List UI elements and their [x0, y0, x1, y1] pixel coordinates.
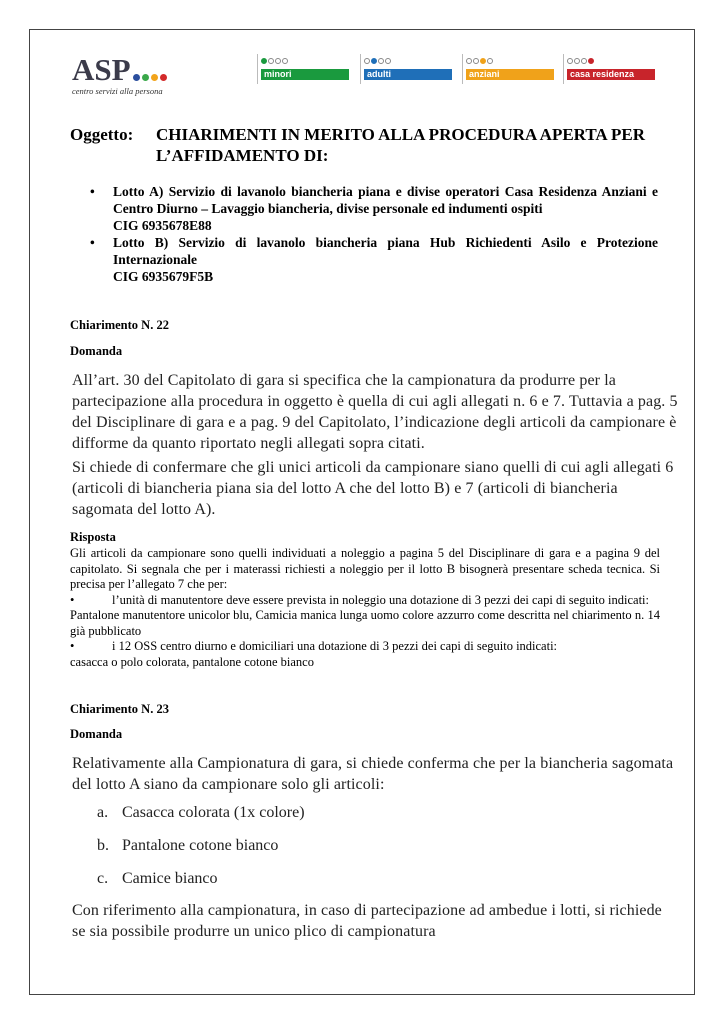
logo-dots: [133, 74, 167, 81]
question-line: Si chiede di confermare che gli unici articoli da campionare siano quelli di cui agli allegati 6: [72, 459, 674, 476]
question-line: Con riferimento alla campionatura, in caso di partecipazione ad ambedue i lotti, si richiede: [72, 902, 662, 919]
question-line: (articoli di biancheria piana sia del lotto A che del lotto B) e 7 (articoli di biancheria: [72, 480, 618, 497]
answer-items: casacca o polo colorata, pantalone cotone bianco: [70, 654, 314, 669]
list-item: Casacca colorata (1x colore): [122, 804, 305, 821]
clarification-22-title: Chiarimento N. 22: [70, 318, 169, 332]
list-item: Pantalone cotone bianco: [122, 837, 279, 854]
asp-logo: [72, 52, 167, 96]
badge-minori: [257, 54, 349, 84]
badge-casa-residenza: [563, 54, 655, 84]
badge-label: casa residenza: [567, 69, 655, 80]
badge-label: anziani: [466, 69, 554, 80]
logo-text: ASP: [72, 52, 131, 87]
logo-dot-blue: [133, 74, 140, 81]
clarification-23-title: Chiarimento N. 23: [70, 702, 169, 716]
item-marker: b.: [97, 837, 109, 854]
list-item: • Lotto B) Servizio di lavanolo biancheria piana Hub Richiedenti Asilo e Protezione Internazionale CIG 6935679F5B: [90, 235, 658, 284]
lot-a-text: Lotto A) Servizio di lavanolo biancheria piana e divise operatori Casa Residenza Anziani e Centro Diurno – Lavaggio biancheria, divise personale ed indumenti ospiti: [113, 184, 658, 216]
answer-paragraph: Gli articoli da campionare sono quelli individuati a noleggio a pagina 5 del Disciplinare di gara e a pagina 9 del capitolato. Si segnala che per i materassi richiesti a noleggio per il lotto B bisognerà presentare scheda tecnica. Si precisa per l’allegato 7 che per:: [70, 546, 660, 591]
badge-circles: [261, 58, 349, 67]
item-marker: c.: [97, 870, 109, 887]
logo-dot-green: [142, 74, 149, 81]
badge-circles: [466, 58, 554, 67]
subject-text: CHIARIMENTI IN MERITO ALLA PROCEDURA APERTA PER L’AFFIDAMENTO DI:: [156, 125, 646, 165]
badge-anziani: [462, 54, 554, 84]
question-line: sagomata del lotto A).: [72, 501, 216, 518]
logo-subtitle: centro servizi alla persona: [72, 86, 163, 96]
logo-dot-orange: [151, 74, 158, 81]
badge-circles: [567, 58, 655, 67]
badge-label: adulti: [364, 69, 452, 80]
clarification-23-outro: [72, 900, 662, 942]
clarification-23-question-label: Domanda: [70, 727, 123, 741]
lots-list: [88, 183, 658, 285]
list-item: Camice bianco: [122, 870, 218, 887]
lot-b-text: Lotto B) Servizio di lavanolo biancheria piana Hub Richiedenti Asilo e Protezione Internazionale: [113, 235, 658, 267]
question-line: del Disciplinare di gara e a pag. 9 del Capitolato, l’indicazione degli articoli da campionare è: [72, 414, 677, 431]
question-line: del lotto A siano da campionare solo gli articoli:: [72, 776, 385, 793]
clarification-22-question-block2: [72, 457, 673, 520]
list-item: • Lotto A) Servizio di lavanolo biancheria piana e divise operatori Casa Residenza Anziani e Centro Diurno – Lavaggio biancheria, divise personale ed indumenti ospiti CIG 6935678E88: [90, 184, 658, 233]
question-line: Relativamente alla Campionatura di gara, si chiede conferma che per la biancheria sagomata: [72, 755, 674, 772]
clarification-22-question-block1: [72, 370, 678, 454]
question-line: difforme da quanto riportato negli allegati sopra citati.: [72, 435, 425, 452]
badge-label: minori: [261, 69, 349, 80]
subject-label: Oggetto:: [70, 125, 134, 144]
badge-circles: [364, 58, 452, 67]
item-marker: a.: [97, 804, 109, 821]
logo-dot-red: [160, 74, 167, 81]
answer-bullet: • l’unità di manutentore deve essere prevista in noleggio una dotazione di 3 pezzi dei capi di seguito indicati:: [70, 592, 649, 607]
clarification-22-answer: [70, 546, 660, 670]
answer-items: Pantalone manutentore unicolor blu, Camicia manica lunga uomo colore azzurro come descritta nel chiarimento n. 14 già pubblicato: [70, 608, 660, 638]
clarification-22-question-label: Domanda: [70, 344, 123, 358]
clarification-22-answer-label: Risposta: [70, 530, 116, 544]
question-line: All’art. 30 del Capitolato di gara si specifica che la campionatura da produrre per la: [72, 372, 616, 389]
badge-adulti: [360, 54, 452, 84]
question-line: se sia possibile produrre un unico plico di campionatura: [72, 923, 436, 940]
clarification-23-intro: [72, 753, 673, 795]
question-line: partecipazione alla procedura in oggetto è quella di cui agli allegati n. 6 e 7. Tuttavia a pag. 5: [72, 393, 678, 410]
lot-a-cig: CIG 6935678E88: [113, 218, 212, 233]
lot-b-cig: CIG 6935679F5B: [113, 269, 214, 284]
answer-bullet: • i 12 OSS centro diurno e domiciliari una dotazione di 3 pezzi dei capi di seguito indicati:: [70, 639, 558, 653]
